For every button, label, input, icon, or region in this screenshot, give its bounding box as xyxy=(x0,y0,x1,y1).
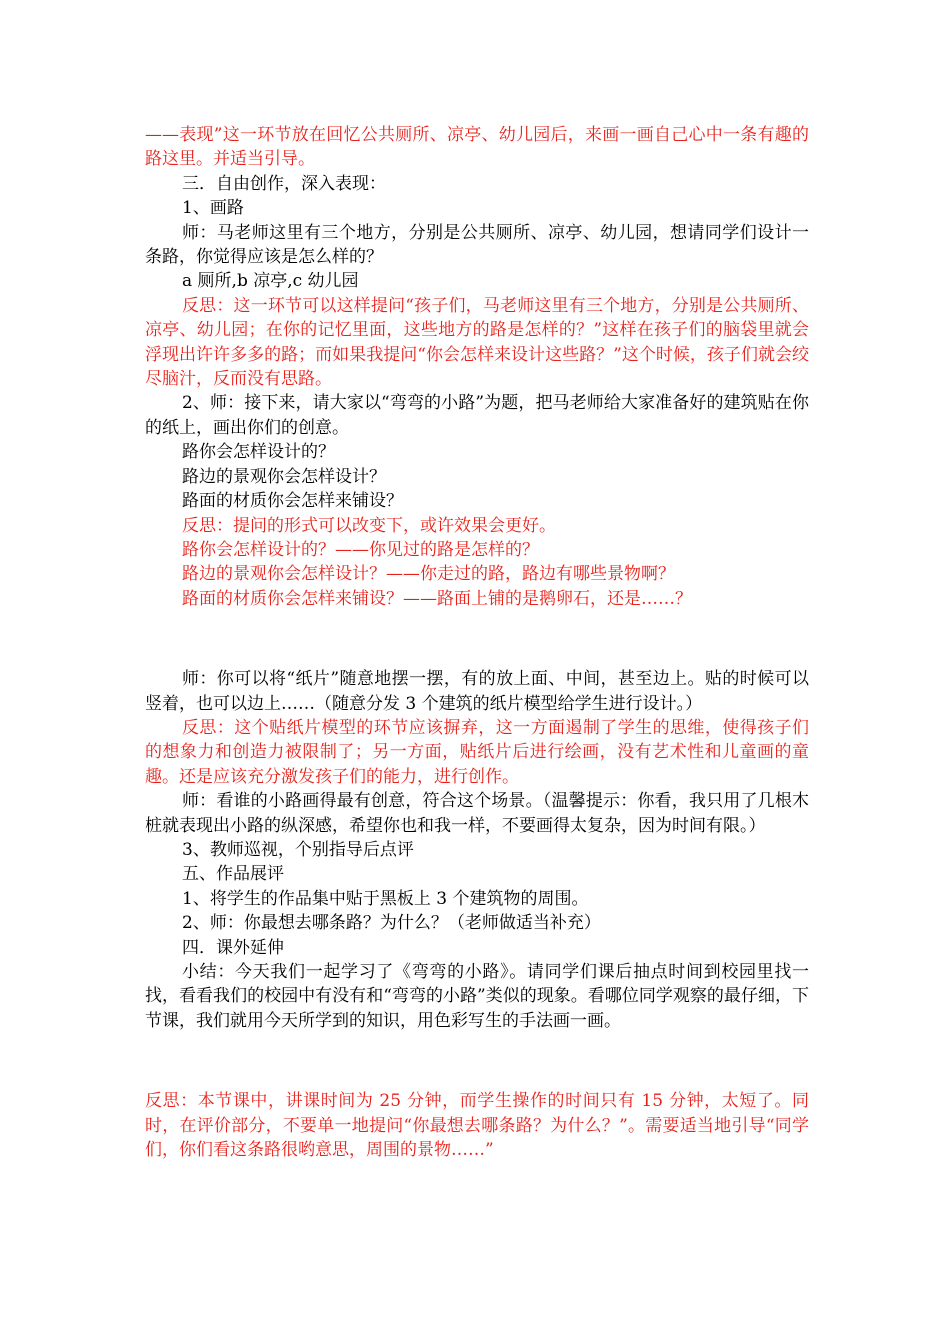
reflection-paragraph: 反思：提问的形式可以改变下，或许效果会更好。 xyxy=(182,515,556,536)
reflection-paragraph: ——表现”这一环节放在回忆公共厕所、凉亭、幼儿园后，来画一画自己心中一条有趣的路这里。并适当引导。 xyxy=(145,125,809,170)
reflection-paragraph: 路面的材质你会怎样来铺设？——路面上铺的是鹅卵石，还是……？ xyxy=(182,588,692,609)
body-paragraph: 路你会怎样设计的？ xyxy=(182,442,335,463)
body-paragraph: 2、师：你最想去哪条路？为什么？（老师做适当补充） xyxy=(182,913,601,934)
body-paragraph: 师：你可以将“纸片”随意地摆一摆，有的放上面、中间，甚至边上。贴的时候可以竖着，也可以边上……（随意分发 3 个建筑的纸片模型给学生进行设计。） xyxy=(145,669,809,714)
body-paragraph: 小结：今天我们一起学习了《弯弯的小路》。请同学们课后抽点时间到校园里找一找，看看我们的校园中有没有和“弯弯的小路”类似的现象。看哪位同学观察的最仔细，下节课，我们就用今天所学到的知识，用色彩写生的手法画一画。 xyxy=(145,962,809,1031)
blank-line xyxy=(145,627,809,651)
body-paragraph: 路面的材质你会怎样来铺设？ xyxy=(182,491,403,512)
reflection-paragraph: 反思：本节课中，讲课时间为 25 分钟，而学生操作的时间只有 15 分钟，太短了。同时，在评价部分，不要单一地提问“你最想去哪条路？为什么？”。需要适当地引导“同学们，你们看这条路很哟意思，周围的景物……” xyxy=(145,1091,809,1161)
document-page xyxy=(145,123,809,1162)
body-paragraph: 3、教师巡视，个别指导后点评 xyxy=(182,839,414,860)
reflection-paragraph: 路你会怎样设计的？——你见过的路是怎样的？ xyxy=(182,539,539,560)
body-paragraph: 1、将学生的作品集中贴于黑板上 3 个建筑物的周围。 xyxy=(182,888,589,909)
body-paragraph: 师：马老师这里有三个地方，分别是公共厕所、凉亭、幼儿园，想请同学们设计一条路，你觉得应该是怎么样的？ xyxy=(145,222,809,268)
blank-line xyxy=(145,1049,809,1073)
reflection-paragraph: 路边的景观你会怎样设计？——你走过的路，路边有哪些景物啊？ xyxy=(182,564,675,585)
body-paragraph: 四．课外延伸 xyxy=(182,937,284,958)
body-paragraph: 2、师：接下来，请大家以“弯弯的小路”为题，把马老师给大家准备好的建筑贴在你的纸上，画出你们的创意。 xyxy=(145,393,809,438)
body-paragraph: 路边的景观你会怎样设计？ xyxy=(182,466,386,487)
reflection-paragraph: 反思：这个贴纸片模型的环节应该摒弃，这一方面遏制了学生的思维，使得孩子们的想象力和创造力被限制了；另一方面，贴纸片后进行绘画，没有艺术性和儿童画的童趣。还是应该充分激发孩子们的能力，进行创作。 xyxy=(145,717,809,787)
body-paragraph: a 厕所,b 凉亭,c 幼儿园 xyxy=(182,271,359,292)
body-paragraph: 师：看谁的小路画得最有创意，符合这个场景。（温馨提示：你看，我只用了几根木桩就表现出小路的纵深感，希望你也和我一样，不要画得太复杂，因为时间有限。） xyxy=(145,791,809,836)
body-paragraph: 三．自由创作，深入表现： xyxy=(182,173,386,194)
body-paragraph: 1、画路 xyxy=(182,198,244,219)
body-paragraph: 五、作品展评 xyxy=(182,864,284,885)
reflection-paragraph: 反思：这一环节可以这样提问“孩子们，马老师这里有三个地方，分别是公共厕所、凉亭、幼儿园；在你的记忆里面，这些地方的路是怎样的？”这样在孩子们的脑袋里就会浮现出许许多多的路；而如果我提问“你会怎样来设计这些路？”这个时候，孩子们就会绞尽脑汁，反而没有思路。 xyxy=(145,295,809,390)
